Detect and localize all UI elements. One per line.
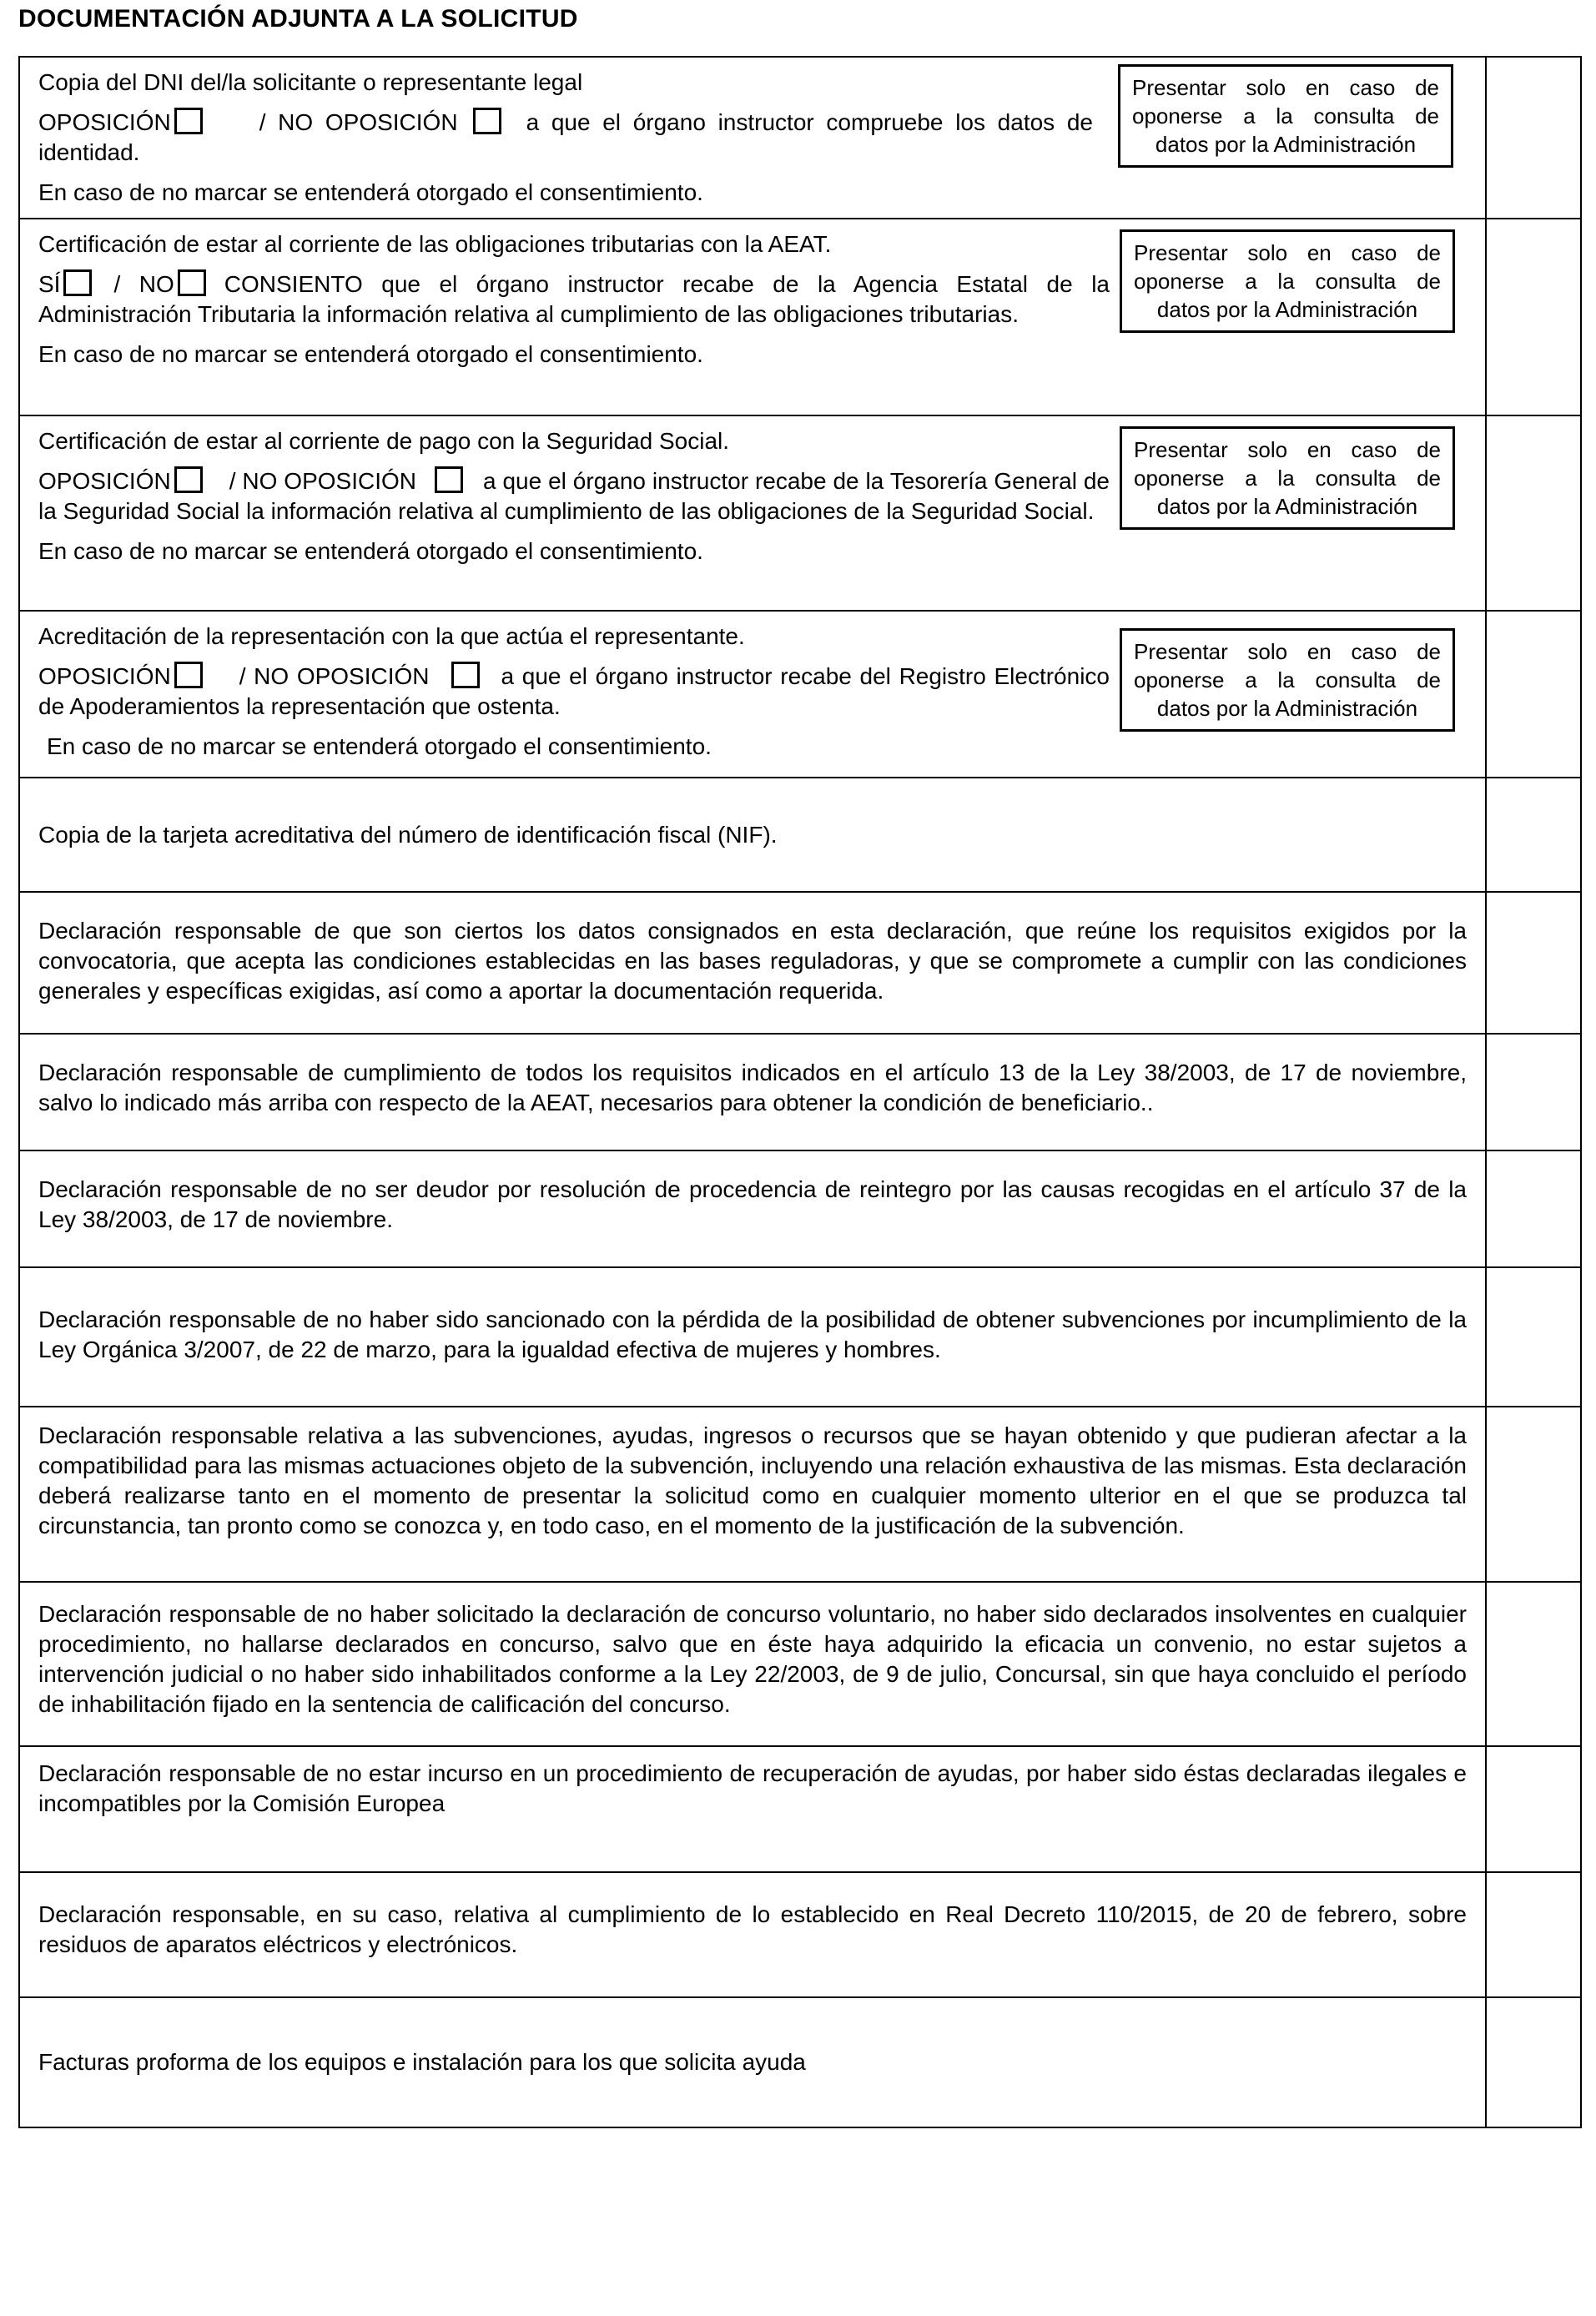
option-b-label: / NO OPOSICIÓN [259, 109, 458, 135]
declaration-text: Declaración responsable de no ser deudor por resolución de procedencia de reintegro por las causas recogidas en el artículo 37 de la Ley 38/2003, de 17 de noviembre. [38, 1176, 1467, 1232]
note-line: datos por la Administración [1155, 132, 1417, 157]
declaration-text: Facturas proforma de los equipos e instalación para los que solicita ayuda [38, 2049, 806, 2075]
checkbox-no-oposicion[interactable] [473, 108, 501, 134]
declaration-text: Declaración responsable de no haber sido sancionado con la pérdida de la posibilidad de obtener subvenciones por incumplimiento de la Ley Orgánica 3/2007, de 22 de marzo, para la igualdad efectiva de mujeres y hombres. [38, 1307, 1467, 1362]
row-content [19, 57, 1486, 219]
note-line: Presentar solo en caso de [1134, 639, 1441, 664]
page-title: DOCUMENTACIÓN ADJUNTA A LA SOLICITUD [18, 5, 578, 33]
check-cell[interactable] [1486, 1582, 1581, 1746]
declaration-text: Declaración responsable, en su caso, relativa al cumplimiento de lo establecido en Real Decreto 110/2015, de 20 de febrero, sobre residuos de aparatos eléctricos y electrónicos. [38, 1901, 1467, 1957]
administration-note [1120, 229, 1455, 333]
note-line: oponerse a la consulta de [1134, 466, 1441, 491]
check-cell[interactable] [1486, 1997, 1581, 2127]
check-cell[interactable] [1486, 1150, 1581, 1267]
option-b-label: / NO OPOSICIÓN [239, 663, 430, 689]
checkbox-no-oposicion[interactable] [451, 662, 480, 688]
table-row [19, 219, 1581, 415]
documentation-table [18, 56, 1582, 2128]
checkbox-si[interactable] [63, 269, 92, 296]
row-content [19, 1997, 1486, 2127]
row-content [19, 892, 1486, 1034]
declaration-text: Declaración responsable de cumplimiento de todos los requisitos indicados en el artículo 13 de la Ley 38/2003, de 17 de noviembre, salvo lo indicado más arriba con respecto de la AEAT, necesarios para obtener la condición de beneficiario.. [38, 1060, 1467, 1115]
table-row [19, 1582, 1581, 1746]
note-line: oponerse a la consulta de [1134, 667, 1441, 692]
row-content [19, 1034, 1486, 1150]
row-footer: En caso de no marcar se entenderá otorgado el consentimiento. [38, 538, 703, 564]
check-cell[interactable] [1486, 57, 1581, 219]
table-row [19, 892, 1581, 1034]
option-a-label: OPOSICIÓN [38, 468, 171, 494]
row-heading: Certificación de estar al corriente de las obligaciones tributarias con la AEAT. [38, 231, 832, 257]
row-footer: En caso de no marcar se entenderá otorgado el consentimiento. [47, 733, 712, 759]
check-cell[interactable] [1486, 415, 1581, 611]
declaration-text: Declaración responsable de no estar incurso en un procedimiento de recuperación de ayudas, por haber sido éstas declaradas ilegales e incompatibles por la Comisión Europea [38, 1760, 1467, 1816]
row-content [19, 1267, 1486, 1407]
table-row [19, 57, 1581, 219]
note-line: datos por la Administración [1156, 297, 1418, 322]
row-text: a que el órgano instructor recabe del Registro Electrónico de Apoderamientos la representación que ostenta. [38, 663, 1110, 719]
note-line: datos por la Administración [1156, 494, 1418, 519]
option-a-label: OPOSICIÓN [38, 663, 171, 689]
row-heading: Acreditación de la representación con la que actúa el representante. [38, 623, 745, 649]
row-heading: Certificación de estar al corriente de pago con la Seguridad Social. [38, 428, 730, 454]
row-content [19, 415, 1486, 611]
row-content [19, 778, 1486, 892]
row-content [19, 219, 1486, 415]
checkbox-oposicion[interactable] [174, 466, 203, 493]
declaration-text: Declaración responsable de que son ciertos los datos consignados en esta declaración, que reúne los requisitos exigidos por la convocatoria, que acepta las condiciones establecidas en las bases reguladoras, y que se compromete a cumplir con las condiciones generales y específicas exigidas, así como a aportar la documentación requerida. [38, 918, 1467, 1004]
administration-note [1120, 628, 1455, 732]
table-row [19, 1997, 1581, 2127]
row-content [19, 1582, 1486, 1746]
table-row [19, 1872, 1581, 1997]
declaration-text: Declaración responsable de no haber solicitado la declaración de concurso voluntario, no haber sido declarados insolventes en cualquier procedimiento, no hallarse declarados en concurso, salvo que en éste haya adquirido la eficacia un convenio, no estar sujetos a intervención judicial o no haber sido inhabilitados conforme a la Ley 22/2003, de 9 de julio, Concursal, sin que haya concluido el período de inhabilitación fijado en la sentencia de calificación del concurso. [38, 1601, 1467, 1717]
option-a-label: OPOSICIÓN [38, 109, 171, 135]
table-row [19, 1150, 1581, 1267]
row-text: CONSIENTO que el órgano instructor recabe de la Agencia Estatal de la Administración Tributaria la información relativa al cumplimiento de las obligaciones tributarias. [38, 271, 1110, 327]
administration-note [1118, 64, 1453, 168]
administration-note [1120, 426, 1455, 530]
declaration-text: Copia de la tarjeta acreditativa del número de identificación fiscal (NIF). [38, 821, 778, 848]
row-content [19, 1872, 1486, 1997]
check-cell[interactable] [1486, 1872, 1581, 1997]
checkbox-oposicion[interactable] [174, 108, 203, 134]
row-footer: En caso de no marcar se entenderá otorgado el consentimiento. [38, 179, 703, 205]
note-line: oponerse a la consulta de [1134, 269, 1441, 294]
table-row [19, 1034, 1581, 1150]
row-content [19, 1150, 1486, 1267]
row-text: a que el órgano instructor recabe de la Tesorería General de la Seguridad Social la información relativa al cumplimiento de las obligaciones de la Seguridad Social. [38, 468, 1110, 524]
option-b-label: / NO OPOSICIÓN [229, 468, 416, 494]
note-line: Presentar solo en caso de [1134, 437, 1441, 462]
row-text: a que el órgano instructor compruebe los datos de identidad. [38, 109, 1093, 165]
row-content [19, 1746, 1486, 1872]
check-cell[interactable] [1486, 1267, 1581, 1407]
note-line: oponerse a la consulta de [1132, 103, 1439, 128]
check-cell[interactable] [1486, 892, 1581, 1034]
check-cell[interactable] [1486, 1407, 1581, 1582]
note-line: Presentar solo en caso de [1134, 240, 1441, 265]
table-row [19, 415, 1581, 611]
row-content [19, 611, 1486, 778]
check-cell[interactable] [1486, 1746, 1581, 1872]
row-footer: En caso de no marcar se entenderá otorgado el consentimiento. [38, 341, 703, 367]
declaration-text: Declaración responsable relativa a las subvenciones, ayudas, ingresos o recursos que se hayan obtenido y que pudieran afectar a la compatibilidad para las mismas actuaciones objeto de la subvención, incluyendo una relación exhaustiva de las mismas. Esta declaración deberá realizarse tanto en el momento de presentar la solicitud como en cualquier momento ulterior en el que se produzca tal circunstancia, tan pronto como se conozca y, en todo caso, en el momento de la justificación de la subvención. [38, 1422, 1467, 1538]
row-content [19, 1407, 1486, 1582]
table-row [19, 1407, 1581, 1582]
check-cell[interactable] [1486, 219, 1581, 415]
checkbox-oposicion[interactable] [174, 662, 203, 688]
option-b-label: / NO [113, 271, 174, 297]
note-line: datos por la Administración [1156, 696, 1418, 721]
option-a-label: SÍ [38, 271, 61, 297]
table-row [19, 1267, 1581, 1407]
checkbox-no-oposicion[interactable] [435, 466, 463, 493]
table-row [19, 778, 1581, 892]
check-cell[interactable] [1486, 611, 1581, 778]
row-heading: Copia del DNI del/la solicitante o representante legal [38, 69, 583, 95]
table-row [19, 611, 1581, 778]
check-cell[interactable] [1486, 778, 1581, 892]
checkbox-no[interactable] [178, 269, 206, 296]
check-cell[interactable] [1486, 1034, 1581, 1150]
table-row [19, 1746, 1581, 1872]
note-line: Presentar solo en caso de [1132, 75, 1439, 100]
